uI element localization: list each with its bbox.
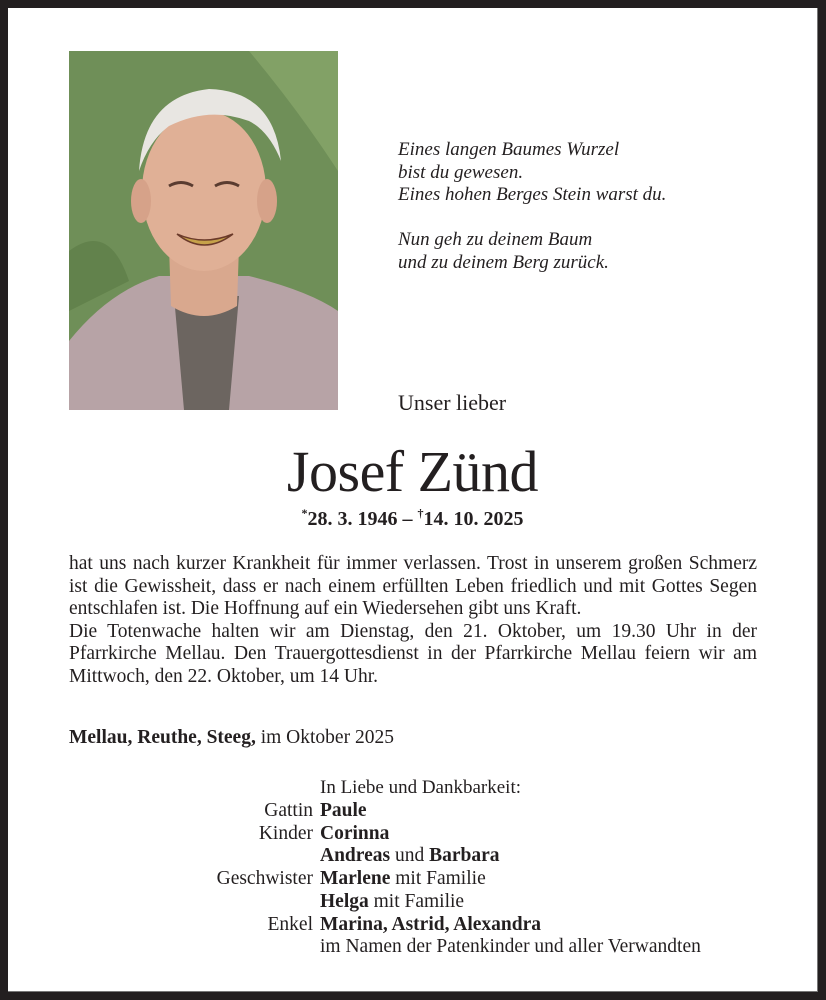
relation-label: Kinder	[258, 822, 313, 844]
relation-label	[108, 891, 320, 914]
relation-label	[108, 936, 320, 959]
mourner-suffix: mit Familie	[390, 868, 486, 890]
mourner-name: Paule	[320, 800, 367, 821]
portrait-illustration	[69, 51, 338, 410]
portrait-photo	[69, 51, 338, 410]
poem-line: und zu deinem Berg zurück.	[398, 251, 609, 273]
place-date: im Oktober 2025	[255, 727, 394, 748]
relation-label: Gattin	[264, 800, 313, 821]
death-date: 14. 10. 2025	[423, 508, 524, 530]
place-and-date	[69, 727, 394, 749]
obituary-notice	[8, 8, 818, 992]
mourner-row	[108, 891, 701, 914]
mourner-connector: und	[390, 845, 430, 867]
birth-date: 28. 3. 1946	[307, 508, 398, 530]
poem-line: bist du gewesen.	[398, 161, 524, 183]
mourner-suffix: mit Familie	[368, 890, 465, 912]
death-symbol-cross: †	[417, 506, 424, 520]
intro-text: Unser lieber	[398, 390, 507, 415]
towns: Mellau, Reuthe, Steeg,	[69, 727, 256, 748]
poem-stanza	[398, 229, 666, 274]
body-paragraph: hat uns nach kurzer Krankheit für immer verlassen. Trost in unserem großen Schmerz ist die Gewissheit, dass er nach einem erfüllten Leben friedlich und mit Gottes Segen entschlafen ist. Die Hoffnung auf ein Wiedersehen gibt uns Kraft.	[69, 553, 757, 619]
thanks-line: In Liebe und Dankbarkeit:	[320, 777, 522, 798]
mourner-name: Marlene	[320, 868, 391, 890]
mourner-row	[108, 800, 701, 823]
mourner-row	[108, 868, 701, 891]
mourner-row	[108, 936, 701, 959]
body-text	[69, 553, 757, 688]
poem-line: Nun geh zu deinem Baum	[398, 229, 593, 250]
relation-label	[108, 845, 320, 868]
relation-label: Enkel	[267, 913, 313, 935]
mourner-row	[108, 823, 701, 846]
mourner-name: Barbara	[429, 845, 500, 867]
mourner-closing: im Namen der Patenkinder und aller Verwandten	[320, 936, 701, 958]
date-separator: –	[397, 508, 418, 530]
mourner-row	[108, 845, 701, 868]
mourners-list	[108, 800, 701, 959]
poem	[398, 139, 666, 297]
mourner-name: Marina, Astrid, Alexandra	[320, 913, 542, 935]
poem-line: Eines hohen Berges Stein warst du.	[398, 184, 667, 205]
mourner-row	[108, 914, 701, 937]
poem-line: Eines langen Baumes Wurzel	[398, 139, 620, 160]
deceased-name: Josef Zünd	[286, 439, 539, 504]
mourner-name: Corinna	[320, 822, 390, 844]
mourner-name: Andreas	[320, 845, 391, 867]
body-paragraph: Die Totenwache halten wir am Dienstag, den 21. Oktober, um 19.30 Uhr in der Pfarrkirche Mellau. Den Trauergottesdienst in der Pfarrkirche Mellau feiern wir am Mittwoch, den 22. Oktober, um 14 Uhr.	[69, 620, 757, 687]
poem-stanza	[398, 139, 666, 207]
life-dates	[8, 506, 817, 531]
relation-label: Geschwister	[216, 868, 313, 890]
birth-symbol: *	[301, 506, 308, 520]
mourner-name: Helga	[320, 890, 369, 912]
